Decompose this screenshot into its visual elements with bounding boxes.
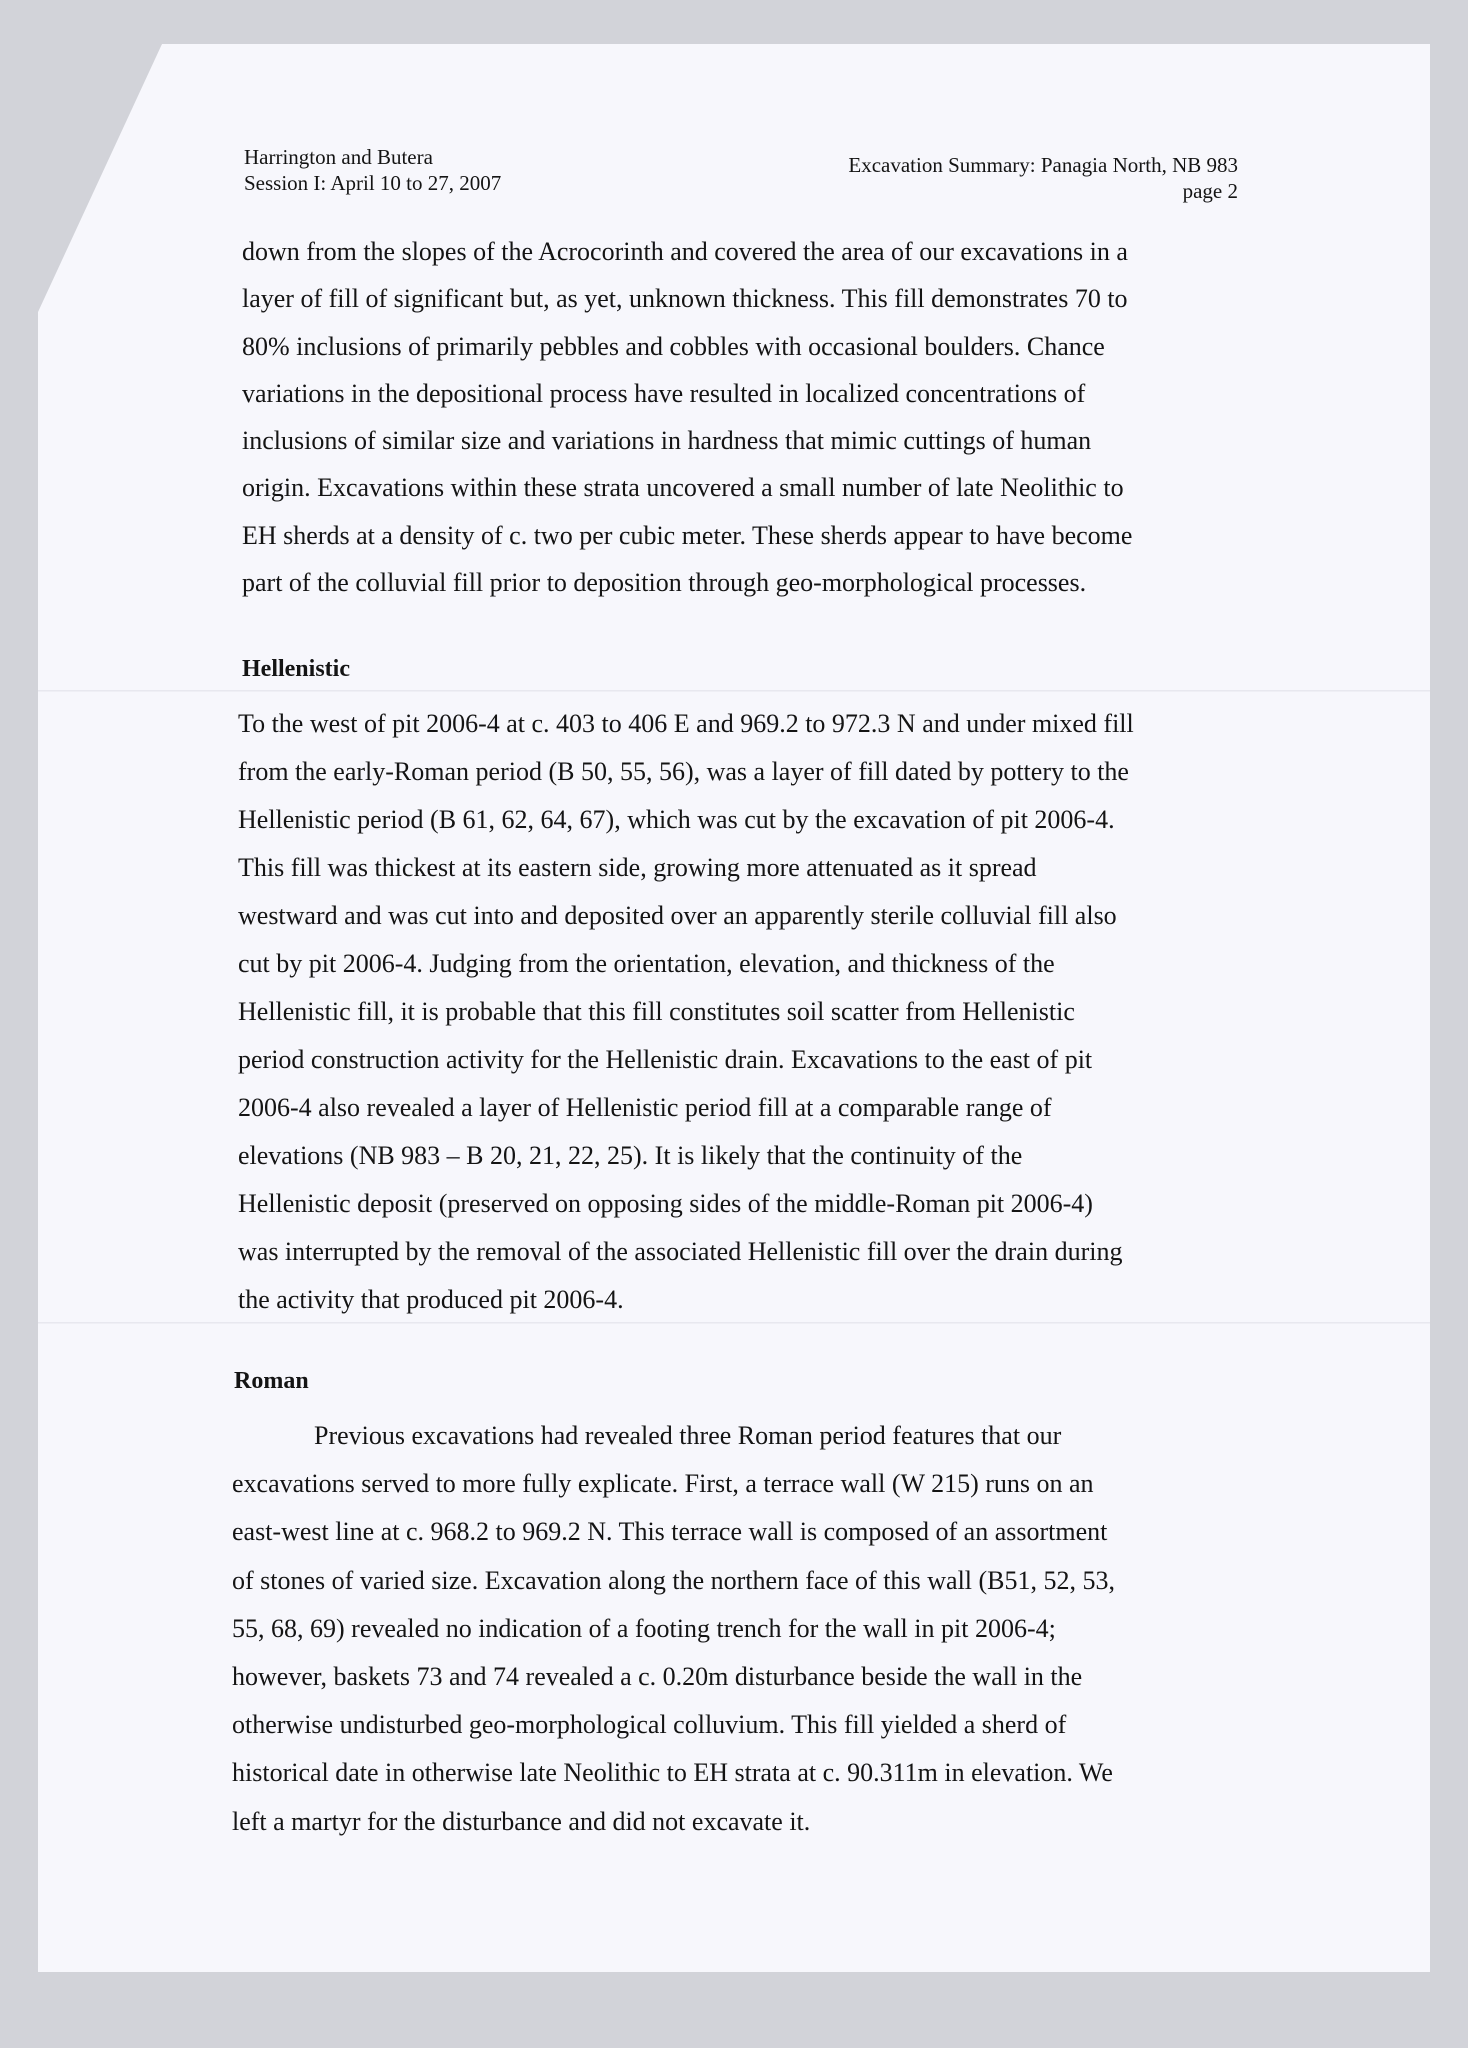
text-line: the activity that produced pit 2006-4.: [238, 1285, 624, 1314]
text-line: 55, 68, 69) revealed no indication of a footing trench for the wall in pit 2006-4;: [232, 1613, 1056, 1643]
text-line: period construction activity for the Hellenistic drain. Excavations to the east of pit: [238, 1045, 1093, 1074]
text-line: Previous excavations had revealed three Roman period features that our: [314, 1421, 1062, 1450]
text-line: layer of fill of significant but, as yet, unknown thickness. This fill demonstrates 70 to: [242, 284, 1128, 314]
roman-paragraph: [232, 1412, 1115, 1846]
header-page-number: page 2: [1182, 179, 1238, 203]
text-line: Hellenistic period (B 61, 62, 64, 67), which was cut by the excavation of pit 2006-4.: [238, 805, 1115, 834]
header-right: [848, 152, 1238, 204]
text-line: inclusions of similar size and variations in hardness that mimic cuttings of human: [242, 426, 1092, 456]
header-left: [244, 144, 501, 196]
text-line: east-west line at c. 968.2 to 969.2 N. This terrace wall is composed of an assortment: [232, 1517, 1108, 1547]
header-authors: Harrington and Butera: [244, 145, 433, 169]
text-line: from the early-Roman period (B 50, 55, 56), was a layer of fill dated by pottery to the: [238, 757, 1129, 786]
text-line: Hellenistic fill, it is probable that this fill constitutes soil scatter from Hellenistic: [238, 997, 1075, 1026]
text-line: down from the slopes of the Acrocorinth and covered the area of our excavations in a: [242, 237, 1128, 266]
text-line: 80% inclusions of primarily pebbles and cobbles with occasional boulders. Chance: [242, 331, 1105, 361]
paper-fold-line: [38, 690, 1430, 692]
text-line: otherwise undisturbed geo-morphological colluvium. This fill yielded a sherd of: [232, 1710, 1067, 1740]
text-line: origin. Excavations within these strata uncovered a small number of late Neolithic to: [242, 473, 1124, 503]
section-heading-roman: Roman: [234, 1368, 309, 1394]
text-line: historical date in otherwise late Neolithic to EH strata at c. 90.311m in elevation. We: [232, 1758, 1113, 1788]
hellenistic-paragraph: [238, 700, 1134, 1324]
text-line: excavations served to more fully explicate. First, a terrace wall (W 215) runs on an: [232, 1469, 1094, 1499]
text-line: westward and was cut into and deposited over an apparently sterile colluvial fill also: [238, 901, 1117, 930]
text-line: was interrupted by the removal of the associated Hellenistic fill over the drain during: [238, 1237, 1123, 1266]
header-session: Session I: April 10 to 27, 2007: [244, 171, 502, 195]
text-line: of stones of varied size. Excavation along the northern face of this wall (B51, 52, 53,: [232, 1565, 1116, 1595]
text-line: cut by pit 2006-4. Judging from the orientation, elevation, and thickness of the: [238, 949, 1055, 978]
text-line: left a martyr for the disturbance and did not excavate it.: [232, 1806, 811, 1836]
text-line: EH sherds at a density of c. two per cubic meter. These sherds appear to have become: [242, 520, 1133, 550]
text-line: variations in the depositional process have resulted in localized concentrations of: [242, 378, 1086, 408]
text-line: part of the colluvial fill prior to deposition through geo-morphological processes.: [242, 568, 1087, 598]
text-line: elevations (NB 983 – B 20, 21, 22, 25). It is likely that the continuity of the: [238, 1141, 1023, 1170]
header-summary-title: Excavation Summary: Panagia North, NB 983: [848, 153, 1238, 177]
text-line: Hellenistic deposit (preserved on opposing sides of the middle-Roman pit 2006-4): [238, 1189, 1093, 1218]
text-line: however, baskets 73 and 74 revealed a c. 0.20m disturbance beside the wall in the: [232, 1662, 1083, 1692]
text-line: To the west of pit 2006-4 at c. 403 to 406 E and 969.2 to 972.3 N and under mixed fill: [238, 709, 1134, 738]
text-line: This fill was thickest at its eastern side, growing more attenuated as it spread: [238, 853, 1037, 882]
text-line: 2006-4 also revealed a layer of Hellenistic period fill at a comparable range of: [238, 1093, 1052, 1122]
intro-paragraph: [242, 228, 1132, 606]
section-heading-hellenistic: Hellenistic: [242, 656, 350, 682]
